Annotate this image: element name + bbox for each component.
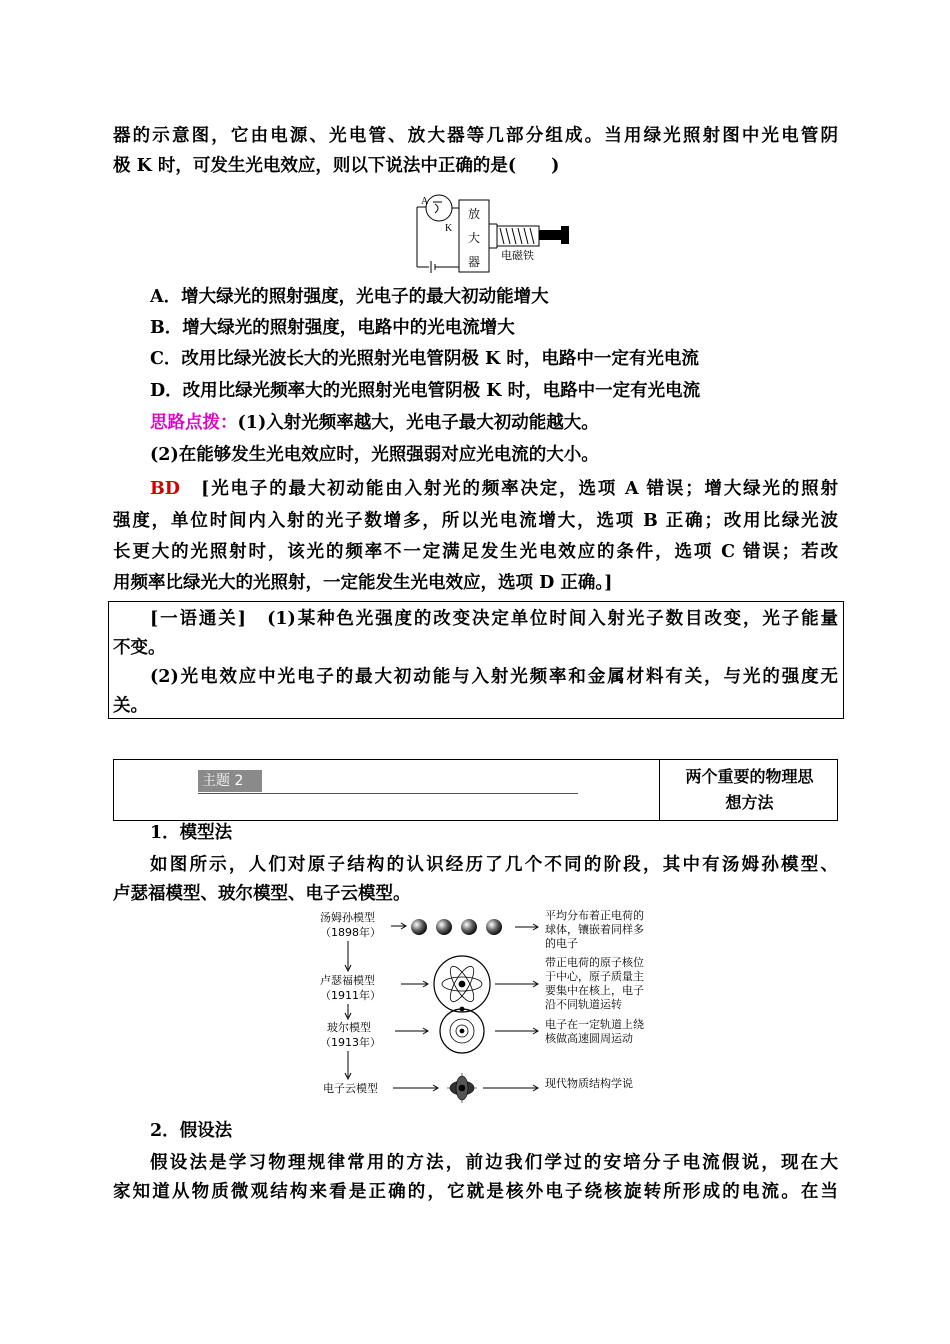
section1-heading: 1．模型法 [150,823,233,843]
question-line-2: 极 K 时，可发生光电效应，则以下说法中正确的是( ) [113,156,560,176]
hint-text-1: (1)入射光频率越大，光电子最大初动能越大。 [237,413,599,433]
tip-line-1: [一语通关] (1)某种色光强度的改变决定单位时间入射光子数目改变，光子能量 [150,609,838,629]
rutherford-model-icon [434,956,490,1012]
tip-line-4: 关。 [113,696,148,716]
topic-header [113,759,838,821]
magnet-label: 电磁铁 [501,249,534,262]
answer-line-4: 用频率比绿光大的光照射，一定能发生光电效应，选项 D 正确。] [113,573,613,593]
thomson-model-icon [411,919,502,935]
topic-rule [198,793,578,794]
option-c: C．改用比绿光波长大的光照射光电管阴极 K 时，电路中一定有光电流 [150,349,699,369]
model-3-name: 玻尔模型 [327,1021,371,1034]
model-2-name: 卢瑟福模型 [320,974,375,987]
topic-divider [659,760,660,820]
model-2-desc-3: 要集中在核上，电子 [545,984,644,997]
amp-char-3: 器 [468,255,481,269]
model-2-desc-2: 于中心，原子质量主 [545,970,644,983]
answer-line-2: 强度，单位时间内入射的光子数增多，所以光电流增大，选项 B 正确；改用比绿光波 [113,511,838,531]
model-2-desc-4: 沿不同轨道运转 [545,998,622,1011]
model-2-desc-1: 带正电荷的原子核位 [545,956,644,969]
model-4-desc-1: 现代物质结构学说 [545,1077,633,1090]
photoelectric-circuit-diagram [405,188,575,276]
section2-heading: 2．假设法 [150,1121,233,1141]
model-1-desc-3: 的电子 [545,937,578,950]
topic-badge: 主题 2 [198,770,262,792]
model-1-desc-2: 球体，镶嵌着同样多 [545,923,644,936]
model-2-year: （1911年） [320,989,381,1002]
amp-char-2: 大 [468,231,481,245]
model-1-desc-1: 平均分布着正电荷的 [545,909,644,922]
model-1-name: 汤姆孙模型 [320,911,375,924]
topic-title [662,760,837,816]
option-d: D．改用比绿光频率大的光照射光电管阴极 K 时，电路中一定有光电流 [150,381,701,401]
answer-line-1 [150,477,838,501]
bohr-model-icon [440,1007,484,1053]
option-b: B．增大绿光的照射强度，电路中的光电流增大 [150,318,515,338]
model-3-year: （1913年） [320,1036,381,1049]
hint-label: 思路点拨： [150,413,238,433]
amp-char-1: 放 [468,207,481,221]
label-a: A [421,196,429,207]
section1-line-1: 如图所示，人们对原子结构的认识经历了几个不同的阶段，其中有汤姆孙模型、 [150,855,838,875]
section2-line-1: 假设法是学习物理规律常用的方法，前边我们学过的安培分子电流假说，现在大 [150,1153,838,1173]
hint-line-1 [150,411,838,435]
label-k: K [445,223,453,234]
tip-line-2: 不变。 [113,638,166,658]
atomic-models-diagram [315,905,675,1105]
topic-title-2: 想方法 [725,793,774,812]
hint-line-2: (2)在能够发生光电效应时，光照强弱对应光电流的大小。 [150,445,599,465]
answer-line-3: 长更大的光照射时，该光的频率不一定满足发生光电效应的条件，选项 C 错误；若改 [113,542,838,562]
model-1-year: （1898年） [320,926,381,939]
section2-line-2: 家知道从物质微观结构来看是正确的，它就是核外电子绕核旋转所形成的电流。在当 [113,1182,838,1202]
model-3-desc-1: 电子在一定轨道上绕 [545,1018,644,1031]
topic-title-1: 两个重要的物理思 [685,767,814,786]
electron-cloud-icon [447,1073,477,1103]
section1-line-2: 卢瑟福模型、玻尔模型、电子云模型。 [113,884,411,904]
question-line-1: 器的示意图，它由电源、光电管、放大器等几部分组成。当用绿光照射图中光电管阴 [113,126,838,146]
tip-line-3: (2)光电效应中光电子的最大初动能与入射光频率和金属材料有关，与光的强度无 [150,667,838,687]
option-a: A．增大绿光的照射强度，光电子的最大初动能增大 [150,287,549,307]
answer-text-1: [光电子的最大初动能由入射光的频率决定，选项 A 错误；增大绿光的照射 [201,479,838,499]
model-4-name: 电子云模型 [323,1082,378,1095]
phototube-icon [426,195,452,221]
answer-key: BD [150,479,180,499]
model-3-desc-2: 核做高速圆周运动 [545,1032,633,1045]
